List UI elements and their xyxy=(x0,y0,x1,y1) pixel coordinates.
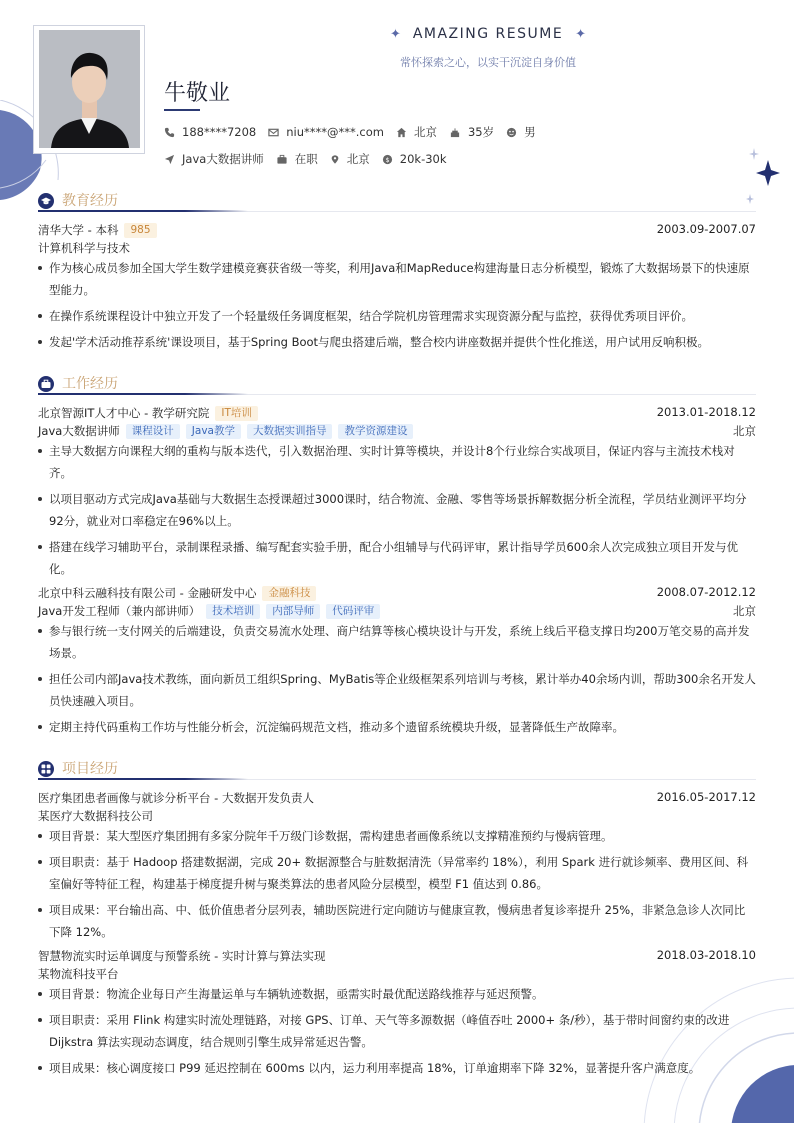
project-org: 某医疗大数据科技公司 xyxy=(38,809,153,823)
briefcase-icon xyxy=(38,376,54,392)
school-name: 清华大学 - 本科 xyxy=(38,223,119,237)
skill-tag: 教学资源建设 xyxy=(338,424,413,439)
gender-icon xyxy=(506,127,517,138)
send-icon xyxy=(164,154,175,165)
star-icon: ✦ xyxy=(390,27,401,42)
list-item: 作为核心成员参加全国大学生数学建模竞赛获省级一等奖，利用Java和MapReduce构建海量日志分析模型，锻炼了大数据场景下的快速原型能力。 xyxy=(38,257,756,301)
contact-row xyxy=(164,124,548,140)
list-item: 以项目驱动方式完成Java基础与大数据生态授课超过3000课时，结合物流、金融、零售等场景拆解数据分析全流程，学员结业测评平均分92分，就业对口率稳定在96%以上。 xyxy=(38,488,756,532)
project-header-row xyxy=(38,948,756,964)
skill-tag: Java教学 xyxy=(186,424,241,439)
job-header-row xyxy=(38,405,756,421)
job-role-row xyxy=(38,423,756,439)
slogan: 常怀探索之心，以实干沉淀自身价值 xyxy=(400,56,576,69)
industry-tag: 金融科技 xyxy=(262,586,316,601)
job-city: 北京 xyxy=(733,424,756,438)
intention-city: 北京 xyxy=(330,151,370,167)
project-org-row xyxy=(38,808,756,824)
major-row xyxy=(38,240,756,256)
mail-icon xyxy=(268,127,279,138)
job-role: Java开发工程师（兼内部讲师） xyxy=(38,604,201,618)
intention-position: Java大数据讲师 xyxy=(164,151,264,167)
company-name: 北京中科云融科技有限公司 - 金融研发中心 xyxy=(38,586,257,600)
job-city: 北京 xyxy=(733,604,756,618)
list-item: 发起'学术活动推荐系统'课设项目，基于Spring Boot与爬虫搭建后端，整合校内讲座数据并提供个性化推送，用户试用反响积极。 xyxy=(38,331,756,353)
list-item: 定期主持代码重构工作坊与性能分析会，沉淀编码规范文档，推动多个遗留系统模块升级，显著降低生产故障率。 xyxy=(38,716,756,738)
location-pin-icon xyxy=(330,154,340,165)
brand-text: AMAZING RESUME xyxy=(412,26,564,42)
avatar xyxy=(39,30,140,148)
list-item: 项目背景：物流企业每日产生海量运单与车辆轨迹数据，亟需实时最优配送路线推荐与延迟预警。 xyxy=(38,983,756,1005)
industry-tag: IT培训 xyxy=(215,406,258,421)
contact-phone: 188****7208 xyxy=(164,125,256,139)
grid-icon xyxy=(38,761,54,777)
list-item: 担任公司内部Java技术教练，面向新员工组织Spring、MyBatis等企业级框架系列培训与考核，累计举办40余场内训，帮助300余名开发人员快速融入项目。 xyxy=(38,668,756,712)
project-period: 2016.05-2017.12 xyxy=(656,790,756,804)
education-period: 2003.09-2007.07 xyxy=(656,222,756,236)
list-item: 项目职责：基于 Hadoop 搭建数据湖，完成 20+ 数据源整合与脏数据清洗（异常率约 18%），利用 Spark 进行就诊频率、费用区间、科室偏好等特征工程，构建基于梯度提升树与聚类算法的患者风险分层模型，模型 F1 值达到 0.86。 xyxy=(38,851,756,895)
briefcase-icon xyxy=(276,154,288,165)
skill-tag: 课程设计 xyxy=(126,424,180,439)
phone-icon xyxy=(164,127,175,138)
contact-home: 北京 xyxy=(396,124,437,140)
intention-salary: $ 20k-30k xyxy=(382,152,447,166)
school-tag: 985 xyxy=(124,223,156,238)
contact-age: 35岁 xyxy=(449,124,494,140)
project-period: 2018.03-2018.10 xyxy=(656,948,756,962)
home-icon xyxy=(396,127,407,138)
candidate-name: 牛敬业 xyxy=(164,81,231,106)
contact-email: niu****@***.com xyxy=(268,125,384,139)
project-section-header xyxy=(38,757,756,781)
job-period: 2013.01-2018.12 xyxy=(656,405,756,419)
project-org-row xyxy=(38,966,756,982)
section-divider-accent xyxy=(38,393,248,395)
section-divider-accent xyxy=(38,210,248,212)
list-item: 项目职责：采用 Flink 构建实时流处理链路，对接 GPS、订单、天气等多源数据（峰值吞吐 2000+ 条/秒），基于带时间窗约束的改进 Dijkstra 算法实现动态调度，结合规则引擎生成异常延迟告警。 xyxy=(38,1009,756,1053)
skill-tag: 技术培训 xyxy=(206,604,260,619)
cake-icon xyxy=(449,127,461,138)
section-title: 教育经历 xyxy=(62,193,118,209)
project-header-row xyxy=(38,790,756,806)
list-item: 在操作系统课程设计中独立开发了一个轻量级任务调度框架，结合学院机房管理需求实现资源分配与监控，获得优秀项目评价。 xyxy=(38,305,756,327)
star-icon: ✦ xyxy=(575,27,586,42)
project-name: 医疗集团患者画像与就诊分析平台 - 大数据开发负责人 xyxy=(38,791,314,805)
section-title: 项目经历 xyxy=(62,761,118,777)
name-underline xyxy=(164,109,200,111)
skill-tag: 代码评审 xyxy=(326,604,380,619)
list-item: 搭建在线学习辅助平台，录制课程录播、编写配套实验手册，配合小组辅导与代码评审，累计指导学员600余人次完成独立项目开发与优化。 xyxy=(38,536,756,580)
job-header-row xyxy=(38,585,756,601)
skill-tag: 大数据实训指导 xyxy=(247,424,333,439)
company-name: 北京智源IT人才中心 - 教学研究院 xyxy=(38,406,210,420)
brand-title xyxy=(388,26,588,42)
job-role-row xyxy=(38,603,756,619)
intention-status: 在职 xyxy=(276,151,318,167)
svg-text:$: $ xyxy=(385,155,390,164)
work-section-header xyxy=(38,372,756,396)
list-item: 项目背景：某大型医疗集团拥有多家分院年千万级门诊数据，需构建患者画像系统以支撑精准预约与慢病管理。 xyxy=(38,825,756,847)
graduation-cap-icon xyxy=(38,193,54,209)
list-item: 项目成果：平台输出高、中、低价值患者分层列表，辅助医院进行定向随访与健康宣教，慢病患者复诊率提升 25%，非紧急急诊人次同比下降 12%。 xyxy=(38,899,756,943)
education-row xyxy=(38,222,756,238)
section-divider-accent xyxy=(38,778,248,780)
photo-frame xyxy=(33,25,145,154)
list-item: 主导大数据方向课程大纲的重构与版本迭代，引入数据治理、实时计算等模块，并设计8个行业综合实战项目，保证内容与主流技术栈对齐。 xyxy=(38,440,756,484)
skill-tag: 内部导师 xyxy=(266,604,320,619)
project-org: 某物流科技平台 xyxy=(38,967,119,981)
contact-gender: 男 xyxy=(506,124,536,140)
job-role: Java大数据讲师 xyxy=(38,424,120,438)
project-name: 智慧物流实时运单调度与预警系统 - 实时计算与算法实现 xyxy=(38,949,326,963)
list-item: 项目成果：核心调度接口 P99 延迟控制在 600ms 以内，运力利用率提高 18%，订单逾期率下降 32%，显著提升客户满意度。 xyxy=(38,1057,756,1079)
salary-icon xyxy=(382,154,393,165)
education-section-header xyxy=(38,189,756,213)
job-period: 2008.07-2012.12 xyxy=(656,585,756,599)
intention-row xyxy=(164,151,459,167)
major: 计算机科学与技术 xyxy=(38,241,130,255)
list-item: 参与银行统一支付网关的后端建设，负责交易流水处理、商户结算等核心模块设计与开发，系统上线后平稳支撑日均200万笔交易的高并发场景。 xyxy=(38,620,756,664)
section-title: 工作经历 xyxy=(62,376,118,392)
